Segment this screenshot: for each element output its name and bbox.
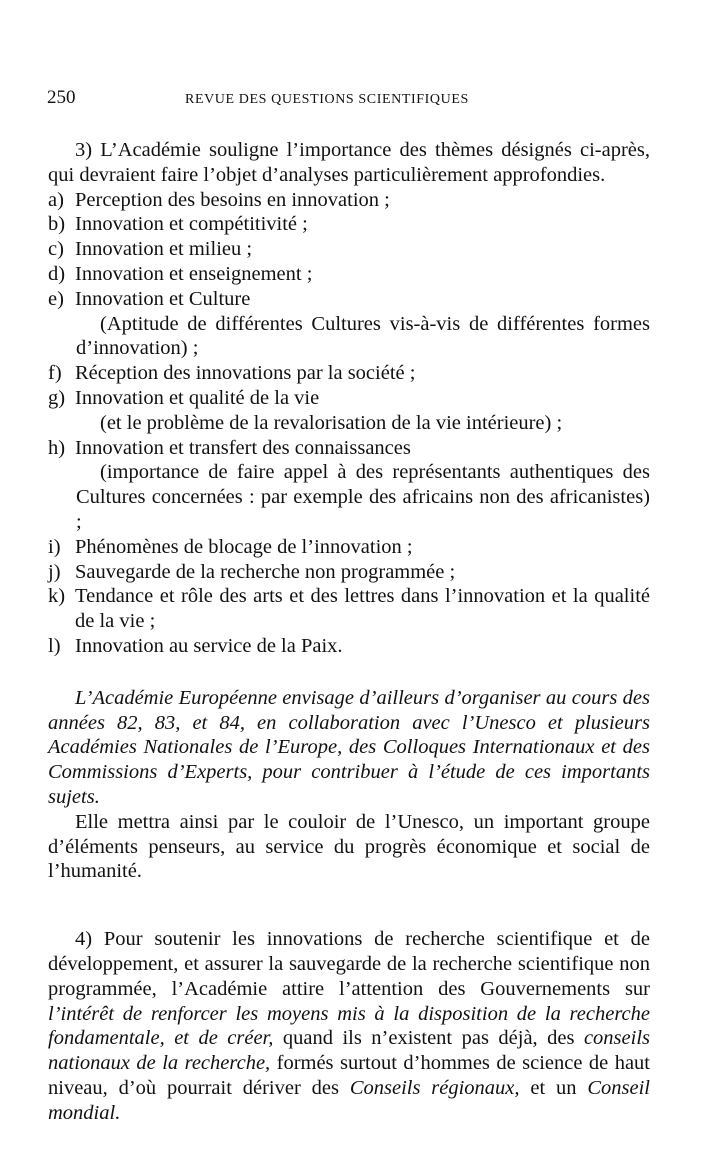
section-4-emphasis: Conseil mondial. [48,1076,650,1124]
list-item-text: Innovation et qualité de la vie [75,386,320,409]
list-marker: g) [48,386,66,409]
list-item [48,237,650,262]
section-3-intro: 3) L’Académie souligne l’importance des thèmes désignés ci-après, qui devraient faire l’objet d’analyses particulièrement approfondies. [48,139,650,186]
section-4-text: quand ils n’existent pas déjà, des [273,1027,584,1050]
list-marker: h) [48,436,66,459]
list-item [48,361,650,386]
page-number: 250 [47,87,76,108]
list-item-note-text: (importance de faire appel à des représentants authentiques des Cultures concernées : par exemple des africains non des africanistes) ; [76,461,650,533]
list-item-note [48,411,650,436]
list-item [48,262,650,287]
list-item-text: Réception des innovations par la société ; [75,362,416,385]
list-marker: b) [48,213,66,236]
list-item-text: Innovation au service de la Paix. [75,634,343,657]
list-item-text: Innovation et Culture [75,287,251,310]
section-4-paragraph [48,927,650,1125]
list-marker: c) [48,238,64,261]
list-item-text: Sauvegarde de la recherche non programmée ; [75,560,456,583]
list-marker: j) [48,560,61,583]
paragraph-spacer [48,884,650,927]
page-header [47,86,649,112]
list-item-text: Innovation et enseignement ; [75,262,313,285]
list-marker: d) [48,262,66,285]
list-marker: i) [48,535,61,558]
list-item-note-text: (Aptitude de différentes Cultures vis-à-vis de différentes formes d’innovation) ; [76,312,650,360]
theme-list [48,188,650,659]
list-item-text: Innovation et milieu ; [75,238,253,261]
list-item [48,560,650,585]
list-item-text: Innovation et transfert des connaissances [75,436,411,459]
list-marker: f) [48,362,62,385]
list-item [48,386,650,411]
page-body [48,138,650,1125]
list-item [48,188,650,213]
section-4-text: et un [519,1076,588,1099]
list-marker: k) [48,585,66,608]
list-item-note [48,460,650,534]
section-4-text: formés surtout d’hommes de science de haut niveau, d’où pourrait dériver des [48,1052,650,1099]
list-item [48,634,650,659]
list-item [48,436,650,461]
list-marker: e) [48,287,64,310]
academy-plan-follow-paragraph: Elle mettra ainsi par le couloir de l’Unesco, un important groupe d’éléments penseurs, au service du progrès économique et social de l’humanité. [48,810,650,883]
list-item-text: Perception des besoins en innovation ; [75,188,390,211]
list-item [48,535,650,560]
list-item-text: Tendance et rôle des arts et des lettres dans l’innovation et la qualité de la vie ; [75,585,650,633]
section-4-text: 4) Pour soutenir les innovations de recherche scientifique et de développement, et assurer la sauvegarde de la recherche scientifique non programmée, l’Académie attire l’attention des Gouvernements sur [48,928,650,1000]
section-4-emphasis: Conseils régionaux, [349,1076,520,1099]
list-item [48,212,650,237]
list-item-note-text: (et le problème de la revalorisation de la vie intérieure) ; [100,411,563,434]
section-4-emphasis: l’intérêt de renforcer les moyens mis à la disposition de la recherche fondamentale, et de créer, [48,1002,650,1050]
list-marker: a) [48,188,64,211]
academy-plan-italic-paragraph: L’Académie Européenne envisage d’ailleurs d’organiser au cours des années 82, 83, et 84, en collaboration avec l’Unesco et plusieurs Académies Nationales de l’Europe, des Colloques Internationaux et des Commissions d’Experts, pour contribuer à l’étude de ces importants sujets. [48,686,650,808]
paragraph-spacer [48,659,650,686]
list-item-note [48,312,650,362]
list-item-text: Phénomènes de blocage de l’innovation ; [75,535,413,558]
list-item-text: Innovation et compétitivité ; [75,213,308,236]
list-item [48,584,650,634]
running-head: REVUE DES QUESTIONS SCIENTIFIQUES [185,92,469,107]
list-marker: l) [48,634,61,657]
section-4-emphasis: conseils nationaux de la recherche, [48,1027,650,1075]
list-item [48,287,650,312]
